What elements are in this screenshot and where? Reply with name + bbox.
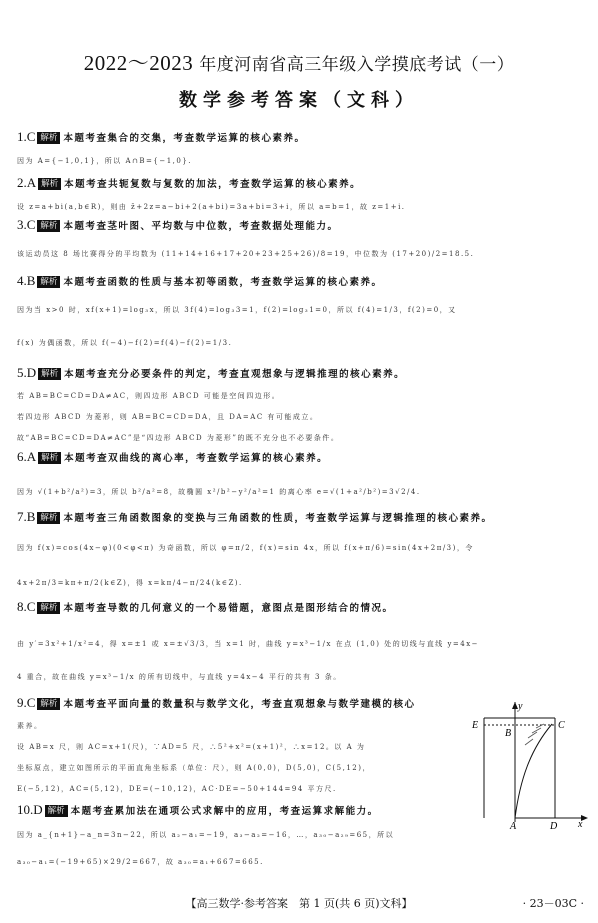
question-desc: 本题考查三角函数图象的变换与三角函数的性质，考查数学运算与逻辑推理的核心素养。: [63, 513, 493, 524]
reed-geometry-figure: [470, 700, 590, 830]
analysis-tag: 解析: [37, 512, 60, 524]
doc-title: [0, 47, 598, 77]
question-number: 6.A: [17, 449, 37, 464]
doc-title-text: 年度河南省高三年级入学摸底考试（一）: [199, 55, 515, 75]
label-y: y: [518, 701, 523, 712]
question-desc: 本题考查平面向量的数量积与数学文化，考查直观想象与数学建模的核心: [63, 699, 416, 710]
question-8: [17, 600, 589, 684]
question-number: 5.D: [17, 365, 37, 380]
analysis-tag: 解析: [37, 220, 60, 232]
footer-center: 【高三数学·参考答案 第 1 页(共 6 页)文科】: [185, 897, 413, 910]
question-desc: 本题考查充分必要条件的判定，考查直观想象与逻辑推理的核心素养。: [64, 369, 406, 380]
question-9: [17, 696, 467, 796]
question-number: 7.B: [17, 509, 36, 524]
answer-line: 设 z=a+bi(a,b∈R)，则由 z̄+2z=a−bi+2(a+bi)=3a+bi=3+i，所以 a=b=1，故 z=1+i.: [17, 203, 406, 211]
question-number: 3.C: [17, 217, 36, 232]
question-number: 2.A: [17, 175, 37, 190]
doc-subtitle: 数学参考答案（文科）: [179, 90, 419, 111]
answer-line: 素养。: [17, 722, 43, 730]
analysis-tag: 解析: [38, 178, 61, 190]
question-3: [17, 218, 589, 261]
answer-line: 若 AB=BC=CD=DA≠AC，则四边形 ABCD 可能是空间四边形。: [17, 392, 281, 400]
answer-line: 因为当 x>0 时，xf(x+1)=log₃x，所以 3f(4)=log₃3=1，f(2)=log₃1=0，所以 f(4)=1/3，f(2)=0，又: [17, 306, 457, 314]
answer-line: 因为 a_{n+1}−a_n=3n−22，所以 a₂−a₁=−19，a₃−a₂=−16，…，a₃₀−a₂₉=65，所以: [17, 831, 395, 839]
label-c: C: [558, 720, 565, 731]
question-4: [17, 274, 589, 350]
question-desc: 本题考查累加法在通项公式求解中的应用，考查运算求解能力。: [70, 806, 379, 817]
analysis-tag: 解析: [37, 132, 60, 144]
question-5: [17, 366, 589, 445]
answer-line: 因为 A={−1,0,1}，所以 A∩B={−1,0}.: [17, 157, 193, 165]
answer-line: E(−5,12)，AC=(5,12)，DE=(−10,12)，AC·DE=−50+144=94 平方尺.: [17, 785, 337, 793]
question-number: 10.D: [17, 802, 43, 817]
answer-line: 该运动员这 8 场比赛得分的平均数为 (11+14+16+17+20+23+25+26)/8=19，中位数为 (17+20)/2=18.5.: [17, 250, 475, 258]
label-e: E: [472, 720, 479, 731]
answer-line: a₃₀−a₁=(−19+65)×29/2=667，故 a₃₀=a₁+667=665.: [17, 858, 264, 866]
answer-line: 故“AB=BC=CD=DA≠AC”是“四边形 ABCD 为菱形”的既不充分也不必要条件。: [17, 434, 340, 442]
label-x: x: [578, 819, 583, 830]
question-6: [17, 450, 589, 499]
label-b: B: [505, 728, 512, 739]
answer-line: 4 重合，故在曲线 y=x³−1/x 的所有切线中，与直线 y=4x−4 平行的共有 3 条。: [17, 673, 342, 681]
answer-line: f(x) 为偶函数，所以 f(−4)−f(2)=f(4)−f(2)=1/3.: [17, 339, 233, 347]
answer-line: 设 AB=x 尺，则 AC=x+1(尺)，∵AD=5 尺，∴5²+x²=(x+1)²，∴x=12。以 A 为: [17, 743, 366, 751]
doc-title-year: 2022～2023: [83, 51, 194, 75]
answer-line: 由 y′=3x²+1/x²=4，得 x=±1 或 x=±√3/3，当 x=1 时，曲线 y=x³−1/x 在点 (1,0) 处的切线与直线 y=4x−: [17, 640, 480, 648]
answer-line: 坐标原点，建立如图所示的平面直角坐标系（单位：尺），则 A(0,0)，D(5,0)，C(5,12)，: [17, 764, 371, 772]
question-desc: 本题考查共轭复数与复数的加法，考查数学运算的核心素养。: [64, 179, 362, 190]
analysis-tag: 解析: [37, 602, 60, 614]
reed-curve: [515, 724, 552, 818]
question-number: 1.C: [17, 129, 36, 144]
analysis-tag: 解析: [45, 805, 68, 817]
question-2: [17, 176, 589, 214]
question-desc: 本题考查导数的几何意义的一个易错题，意图点是图形结合的情况。: [63, 603, 394, 614]
answer-line: 若四边形 ABCD 为菱形，则 AB=BC=CD=DA，且 DA=AC 有可能成立。: [17, 413, 319, 421]
label-d: D: [550, 821, 558, 830]
analysis-tag: 解析: [38, 452, 61, 464]
question-desc: 本题考查函数的性质与基本初等函数，考查数学运算的核心素养。: [63, 277, 383, 288]
answer-line: 4x+2π/3=kπ+π/2(k∈Z)，得 x=kπ/4−π/24(k∈Z).: [17, 579, 243, 587]
reed-leaves: [525, 724, 544, 745]
question-number: 8.C: [17, 599, 36, 614]
footer-code: · 23－03C ·: [522, 897, 584, 910]
question-7: [17, 510, 589, 590]
answer-line: 因为 √(1+b²/a²)=3，所以 b²/a²=8，故椭圆 x²/b²−y²/a²=1 的离心率 e=√(1+a²/b²)=3√2/4.: [17, 488, 421, 496]
label-a: A: [510, 821, 517, 830]
answer-line: 因为 f(x)=cos(4x−φ)(0<φ<π) 为奇函数，所以 φ=π/2，f(x)=sin 4x，所以 f(x+π/6)=sin(4x+2π/3)，令: [17, 544, 474, 552]
question-number: 9.C: [17, 695, 36, 710]
analysis-tag: 解析: [37, 698, 60, 710]
question-1: [17, 130, 589, 168]
analysis-tag: 解析: [37, 276, 60, 288]
question-desc: 本题考查集合的交集，考查数学运算的核心素养。: [63, 133, 306, 144]
question-number: 4.B: [17, 273, 36, 288]
analysis-tag: 解析: [38, 368, 61, 380]
question-desc: 本题考查双曲线的离心率，考查数学运算的核心素养。: [64, 453, 329, 464]
question-desc: 本题考查茎叶图、平均数与中位数，考查数据处理能力。: [63, 221, 339, 232]
